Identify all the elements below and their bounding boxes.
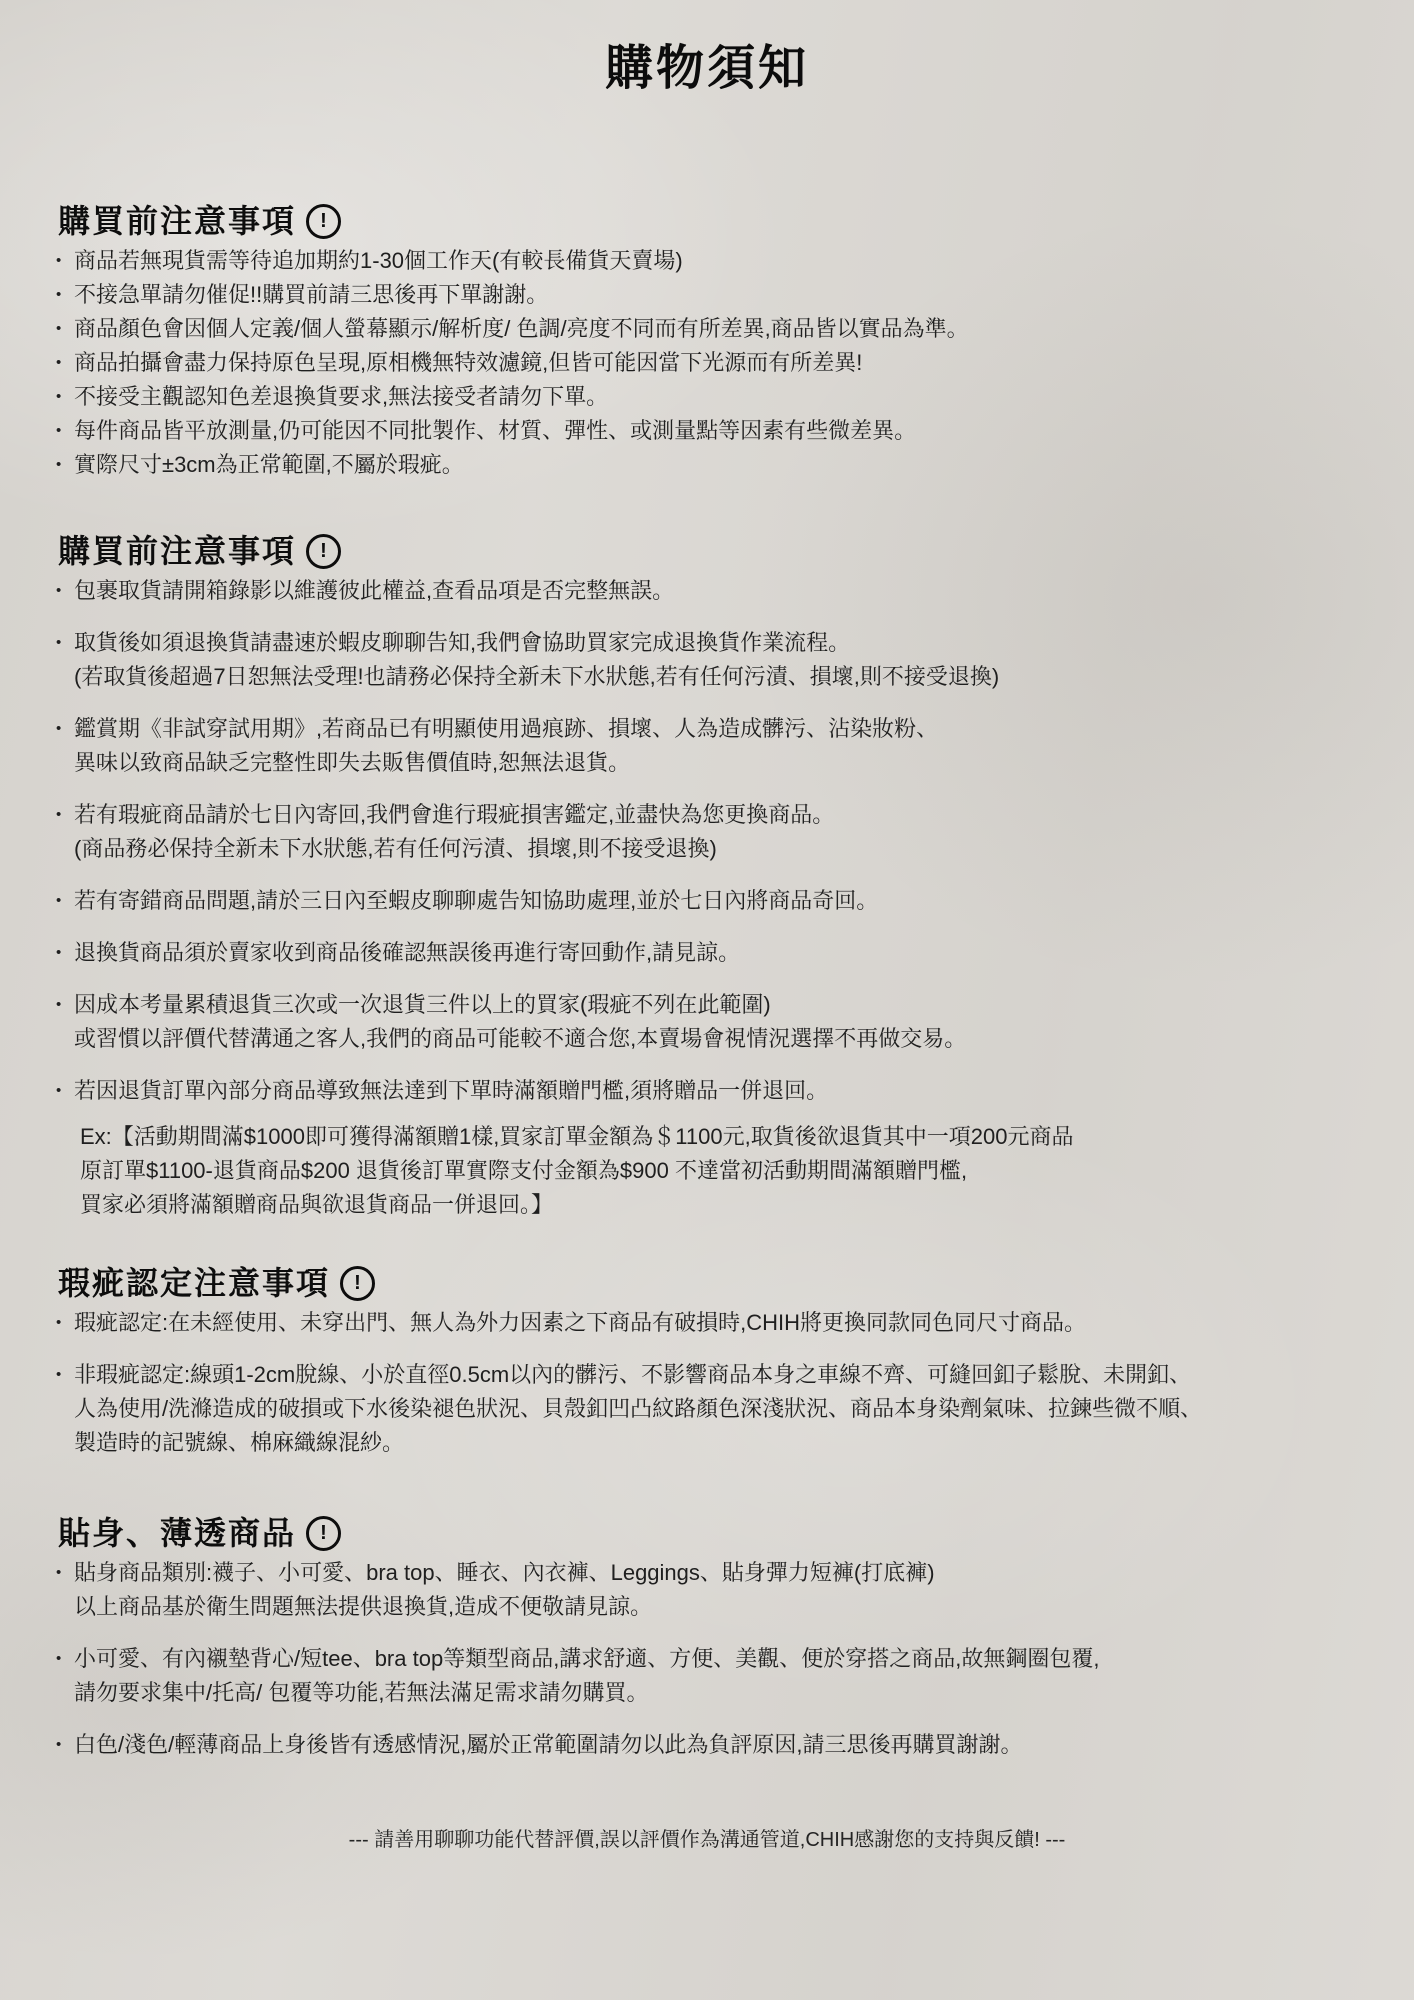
notice-item [56,448,1358,482]
notice-item [56,1556,1358,1624]
heading-text: 瑕疵認定注意事項 [58,1265,331,1301]
notice-line: 實際尺寸±3cm為正常範圍,不屬於瑕疵。 [74,452,464,477]
notice-line: 若因退貨訂單內部分商品導致無法達到下單時滿額贈門檻,須將贈品一併退回。 [74,1078,829,1103]
notice-item [56,574,1358,608]
notice-line: 退換貨商品須於賣家收到商品後確認無誤後再進行寄回動作,請見諒。 [74,940,741,965]
notice-line: 每件商品皆平放測量,仍可能因不同批製作、材質、彈性、或測量點等因素有些微差異。 [74,418,917,443]
notice-line: 小可愛、有內襯墊背心/短tee、bra top等類型商品,講求舒適、方便、美觀、便於穿搭之商品,故無鋼圈包覆, [74,1646,1100,1671]
notice-item [56,1074,1358,1222]
notice-item [56,988,1358,1056]
notice-item [56,936,1358,970]
bullet-dot: • [56,286,62,303]
example-block [56,1120,1358,1222]
example-line: 買家必須將滿額贈商品與欲退貨商品一併退回。】 [80,1192,554,1217]
notice-item [56,712,1358,780]
notice-line: 白色/淺色/輕薄商品上身後皆有透感情況,屬於正常範圍請勿以此為負評原因,請三思後再購買謝謝。 [74,1732,1023,1757]
exclamation-circle-icon: ! [306,1516,341,1551]
notice-list [56,1306,1358,1460]
notice-line: 取貨後如須退換貨請盡速於蝦皮聊聊告知,我們會協助買家完成退換貨作業流程。 [74,630,851,655]
notice-item [56,1728,1358,1762]
bullet-dot: • [56,456,62,473]
notice-item [56,1306,1358,1340]
notice-line: 貼身商品類別:襪子、小可愛、bra top、睡衣、內衣褲、Leggings、貼身彈力短褲(打底褲) [74,1560,935,1585]
exclamation-circle-icon: ! [306,534,341,569]
notice-line: 因成本考量累積退貨三次或一次退貨三件以上的買家(瑕疵不列在此範圍) [74,992,771,1017]
bullet-dot: • [56,1564,62,1581]
notice-line: 或習慣以評價代替溝通之客人,我們的商品可能較不適合您,本賣場會視情況選擇不再做交易。 [74,1026,967,1051]
notice-item [56,380,1358,414]
notice-line: 非瑕疵認定:線頭1-2cm脫線、小於直徑0.5cm以內的髒污、不影響商品本身之車線不齊、可縫回釦子鬆脫、未開釦、 [74,1362,1192,1387]
notice-list [56,1556,1358,1762]
notice-line: 人為使用/洗滌造成的破損或下水後染褪色狀況、貝殼釦凹凸紋路顏色深淺狀況、商品本身染劑氣味、拉鍊些微不順、 [74,1396,1203,1421]
notice-line: 鑑賞期《非試穿試用期》,若商品已有明顯使用過痕跡、損壞、人為造成髒污、沾染妝粉、 [74,716,939,741]
heading-text: 貼身、薄透商品 [58,1515,297,1551]
bullet-dot: • [56,252,62,269]
bullet-dot: • [56,634,62,651]
section-heading-defect-rules [58,1260,1358,1306]
notice-line: (商品務必保持全新未下水狀態,若有任何污漬、損壞,則不接受退換) [74,836,717,861]
bullet-dot: • [56,320,62,337]
bullet-dot: • [56,582,62,599]
section-heading-pre-purchase-2 [58,528,1358,574]
notice-line: 不接急單請勿催促!!購買前請三思後再下單謝謝。 [74,282,549,307]
notice-item [56,798,1358,866]
notice-line: 不接受主觀認知色差退換貨要求,無法接受者請勿下單。 [74,384,609,409]
bullet-dot: • [56,1082,62,1099]
notice-line: 商品顏色會因個人定義/個人螢幕顯示/解析度/ 色調/亮度不同而有所差異,商品皆以實品為準。 [74,316,969,341]
notice-line: 商品若無現貨需等待追加期約1-30個工作天(有較長備貨天賣場) [74,248,683,273]
notice-item [56,312,1358,346]
notice-line: (若取貨後超過7日恕無法受理!也請務必保持全新未下水狀態,若有任何污漬、損壞,則不接受退換) [74,664,1000,689]
bullet-dot: • [56,1650,62,1667]
heading-text: 購買前注意事項 [58,203,297,239]
bullet-dot: • [56,892,62,909]
bullet-dot: • [56,1736,62,1753]
notice-item [56,278,1358,312]
bullet-dot: • [56,806,62,823]
notice-line: 以上商品基於衛生問題無法提供退換貨,造成不便敬請見諒。 [74,1594,653,1619]
notice-list [56,244,1358,482]
notice-item [56,414,1358,448]
section-heading-pre-purchase-1 [58,198,1358,244]
bullet-dot: • [56,944,62,961]
example-line: 原訂單$1100-退貨商品$200 退貨後訂單實際支付金額為$900 不達當初活動期間滿額贈門檻, [80,1158,968,1183]
bullet-dot: • [56,354,62,371]
example-line: Ex:【活動期間滿$1000即可獲得滿額贈1樣,買家訂單金額為＄1100元,取貨後欲退貨其中一項200元商品 [80,1124,1074,1149]
notice-line: 請勿要求集中/托高/ 包覆等功能,若無法滿足需求請勿購買。 [74,1680,649,1705]
notice-item [56,346,1358,380]
heading-text: 購買前注意事項 [58,533,297,569]
bullet-dot: • [56,1314,62,1331]
notice-item [56,884,1358,918]
notice-line: 異味以致商品缺乏完整性即失去販售價值時,恕無法退貨。 [74,750,631,775]
notice-line: 商品拍攝會盡力保持原色呈現,原相機無特效濾鏡,但皆可能因當下光源而有所差異! [74,350,863,375]
section-heading-intimate-sheer [58,1510,1358,1556]
notice-line: 包裹取貨請開箱錄影以維護彼此權益,查看品項是否完整無誤。 [74,578,675,603]
notice-item [56,1642,1358,1710]
bullet-dot: • [56,720,62,737]
page-title: 購物須知 [604,42,809,95]
exclamation-circle-icon: ! [340,1266,375,1301]
notice-item [56,626,1358,694]
notice-list [56,574,1358,1222]
bullet-dot: • [56,388,62,405]
page-footer: --- 請善用聊聊功能代替評價,誤以評價作為溝通管道,CHIH感謝您的支持與反饋! --- [348,1829,1066,1851]
notice-line: 製造時的記號線、棉麻織線混紗。 [74,1430,405,1455]
notice-line: 若有瑕疵商品請於七日內寄回,我們會進行瑕疵損害鑑定,並盡快為您更換商品。 [74,802,835,827]
notice-item [56,1358,1358,1460]
exclamation-circle-icon: ! [306,204,341,239]
bullet-dot: • [56,422,62,439]
bullet-dot: • [56,1366,62,1383]
notice-line: 若有寄錯商品問題,請於三日內至蝦皮聊聊處告知協助處理,並於七日內將商品奇回。 [74,888,879,913]
notice-line: 瑕疵認定:在未經使用、未穿出門、無人為外力因素之下商品有破損時,CHIH將更換同款同色同尺寸商品。 [74,1310,1087,1335]
bullet-dot: • [56,996,62,1013]
notice-item [56,244,1358,278]
